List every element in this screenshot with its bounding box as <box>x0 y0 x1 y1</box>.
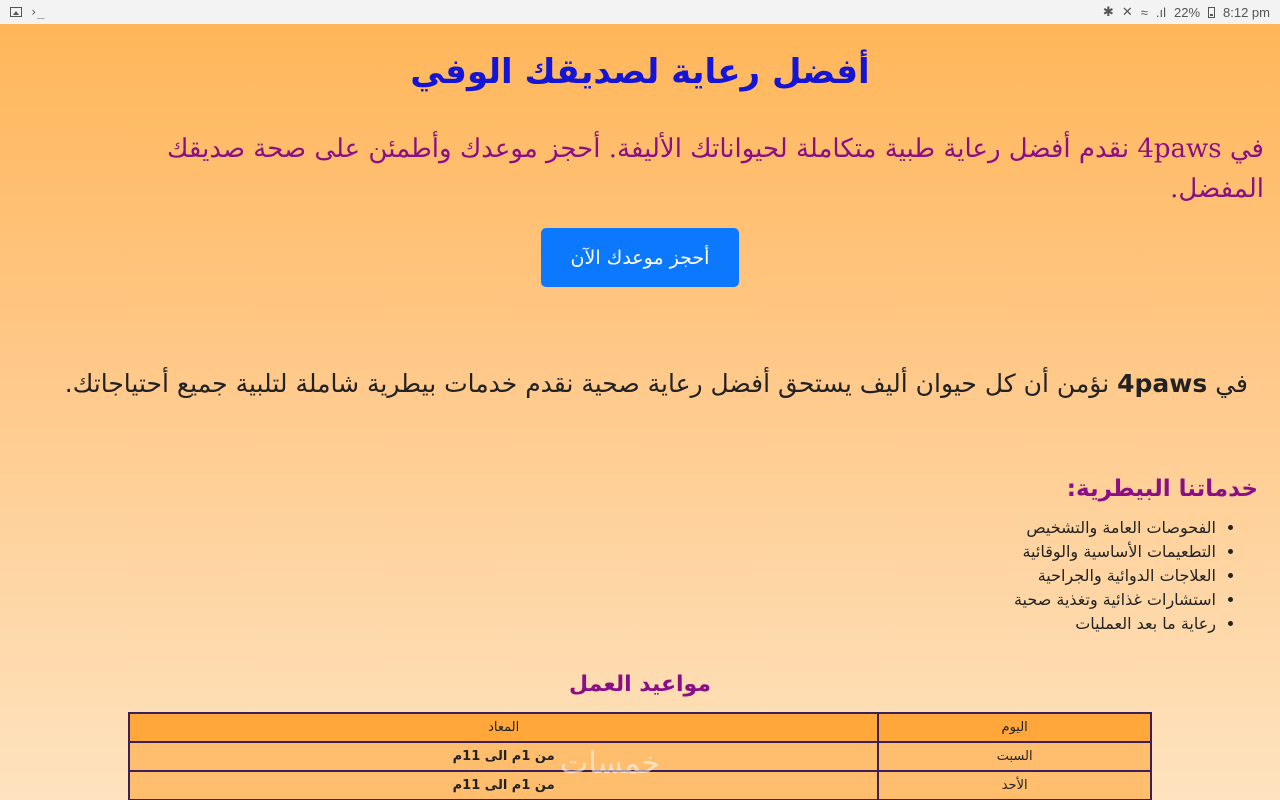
services-title: خدماتنا البيطرية: <box>1066 476 1258 502</box>
brand-name: 4paws <box>1117 369 1208 398</box>
services-list <box>1014 516 1234 636</box>
page-content <box>0 24 1280 800</box>
terminal-icon: ›_ <box>30 5 45 19</box>
about-text <box>58 364 1248 404</box>
wifi-icon: ≈ <box>1140 4 1148 20</box>
table-row <box>129 742 1151 771</box>
battery-icon <box>1208 7 1215 18</box>
watermark: خمسات <box>560 746 661 781</box>
time-cell: من 1م الى 11م <box>129 742 878 771</box>
status-bar-right <box>1103 4 1270 20</box>
about-body: نؤمن أن كل حيوان أليف يستحق أفضل رعاية صحية نقدم خدمات بيطرية شاملة لتلبية جميع أحتياجاتك. <box>64 369 1110 398</box>
hours-title: مواعيد العمل <box>569 672 711 697</box>
clock: 8:12 pm <box>1223 4 1270 20</box>
status-bar <box>0 0 1280 24</box>
list-item: • استشارات غذائية وتغذية صحية <box>1014 588 1216 612</box>
list-item: • التطعيمات الأساسية والوقائية <box>1014 540 1216 564</box>
table-row <box>129 771 1151 800</box>
bluetooth-icon: ✱ <box>1102 4 1114 19</box>
list-item: • رعاية ما بعد العمليات <box>1014 612 1216 636</box>
table-header-row <box>129 713 1151 742</box>
day-cell: السبت <box>878 742 1151 771</box>
signal-icon: .ıl <box>1155 4 1166 20</box>
image-icon <box>10 7 22 17</box>
header-day: اليوم <box>878 713 1151 742</box>
list-item: • الفحوصات العامة والتشخيص <box>1014 516 1216 540</box>
hero-text: في 4paws نقدم أفضل رعاية طبية متكاملة لحيواناتك الأليفة. أحجز موعدك وأطمئن على صحة صديقك المفضل. <box>167 134 1264 204</box>
mute-icon: ✕ <box>1121 4 1133 19</box>
list-item: • العلاجات الدوائية والجراحية <box>1014 564 1216 588</box>
time-cell: من 1م الى 11م <box>129 771 878 800</box>
about-prefix: في <box>1215 369 1248 398</box>
header-time: المعاد <box>129 713 878 742</box>
battery-percent: 22% <box>1173 4 1201 20</box>
day-cell: الأحد <box>878 771 1151 800</box>
status-bar-left <box>10 5 44 19</box>
hours-table <box>128 712 1152 800</box>
hero-title: أفضل رعاية لصديقك الوفي <box>410 52 870 92</box>
book-appointment-button[interactable]: أحجز موعدك الآن <box>541 228 739 287</box>
